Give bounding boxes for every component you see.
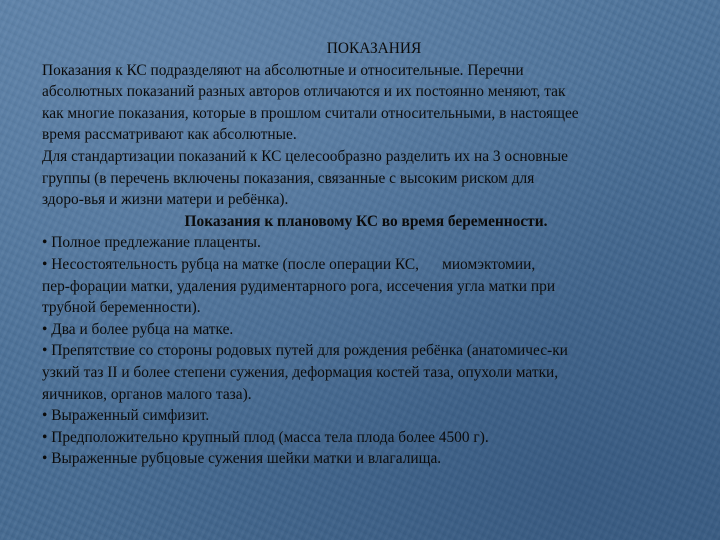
intro-line: Показания к КС подразделяют на абсолютные и относительные. Перечни: [42, 61, 524, 79]
list-item: • Несостоятельность рубца на матке (после операции КС, миомэктомии,: [42, 255, 536, 273]
list-item: • Препятствие со стороны родовых путей для рождения ребёнка (анатомичес-ки: [42, 342, 568, 360]
intro-line: Для стандартизации показаний к КС целесообразно разделить их на 3 основные: [42, 147, 568, 165]
intro-line: здоро-вья и жизни матери и ребёнка).: [42, 191, 289, 209]
list-item-continuation: пер-форации матки, удаления рудиментарного рога, иссечения угла матки при: [42, 277, 556, 295]
intro-line: как многие показания, которые в прошлом считали относительными, в настоящее: [42, 104, 579, 122]
list-item: • Выраженные рубцовые сужения шейки матки и влагалища.: [42, 450, 442, 468]
list-item-continuation: узкий таз II и более степени сужения, деформация костей таза, опухоли матки,: [42, 363, 559, 381]
section-subheading: Показания к плановому КС во время беременности.: [184, 212, 548, 230]
slide-content: [42, 38, 684, 470]
intro-line: группы (в перечень включены показания, связанные с высоким риском для: [42, 169, 535, 187]
list-item: • Полное предлежание плаценты.: [42, 234, 261, 252]
list-item: • Предположительно крупный плод (масса тела плода более 4500 г).: [42, 428, 489, 446]
intro-line: время рассматривают как абсолютные.: [42, 126, 297, 144]
list-item: • Два и более рубца на матке.: [42, 320, 234, 338]
list-item-continuation: трубной беременности).: [42, 299, 201, 317]
slide-title: ПОКАЗАНИЯ: [326, 40, 422, 57]
intro-line: абсолютных показаний разных авторов отличаются и их постоянно меняют, так: [42, 83, 566, 101]
list-item: • Выраженный симфизит.: [42, 407, 210, 425]
list-item-continuation: яичников, органов малого таза).: [42, 385, 252, 403]
